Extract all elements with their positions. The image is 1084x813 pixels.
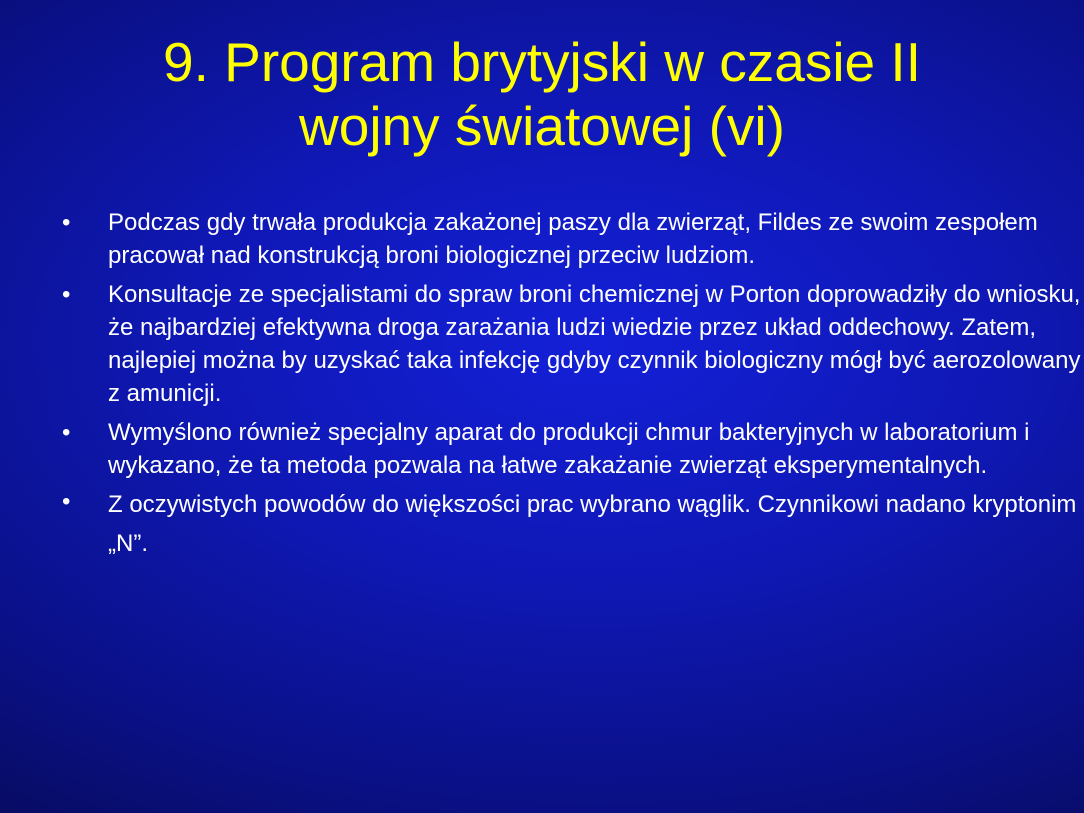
- slide-title-line-1: 9. Program brytyjski w czasie II: [163, 31, 921, 93]
- slide-title-line-2: wojny światowej (vi): [299, 95, 785, 157]
- bullet-item: [62, 206, 1082, 272]
- bullet-icon: •: [62, 419, 71, 446]
- bullet-text: Wymyślono również specjalny aparat do produkcji chmur bakteryjnych w laboratorium i wykazano, że ta metoda pozwala na łatwe zakażanie zwierząt eksperymentalnych.: [108, 419, 1030, 479]
- bullet-text: Podczas gdy trwała produkcja zakażonej paszy dla zwierząt, Fildes ze swoim zespołem pracował nad konstrukcją broni biologicznej przeciw ludziom.: [108, 209, 1038, 269]
- bullet-item: [62, 485, 1082, 563]
- bullet-text: Z oczywistych powodów do większości prac wybrano wąglik. Czynnikowi nadano kryptonim „N”.: [108, 491, 1077, 557]
- bullet-item: [62, 416, 1082, 482]
- bullet-icon: •: [62, 209, 71, 236]
- bullet-item: [62, 278, 1082, 410]
- bullet-icon: •: [62, 488, 71, 515]
- bullet-icon: •: [62, 281, 71, 308]
- slide-title: [40, 30, 1044, 158]
- bullet-list: [62, 206, 1082, 569]
- bullet-text: Konsultacje ze specjalistami do spraw broni chemicznej w Porton doprowadziły do wniosku, że najbardziej efektywna droga zarażania ludzi wiedzie przez układ oddechowy. Zatem, najlepiej można by uzyskać taka infekcję gdyby czynnik biologiczny mógł być aerozolowany z amunicji.: [108, 281, 1081, 407]
